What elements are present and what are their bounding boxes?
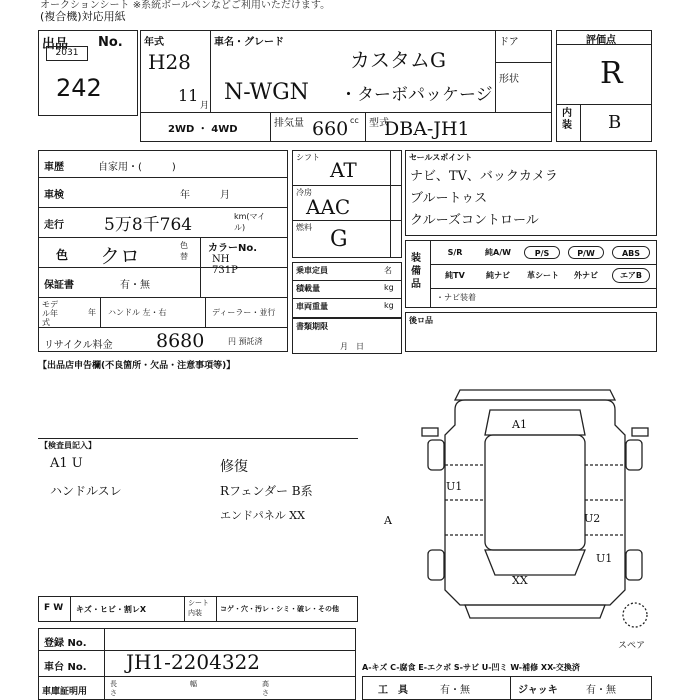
car-left-doors <box>445 465 485 535</box>
mark-front: A1 <box>512 418 527 431</box>
warranty-value: 有・無 <box>120 280 150 291</box>
shift-value: AT <box>330 158 357 182</box>
recycle-unit: 円 預託済 <box>228 337 263 346</box>
equip-alloy: 純A/W <box>485 248 511 257</box>
interior-label: 内装 <box>562 108 572 131</box>
color-change-label: 色替 <box>180 241 188 261</box>
year-era: H28 <box>148 50 191 74</box>
load-label: 積載量 <box>296 284 320 293</box>
equip-pw: P/W <box>568 246 604 259</box>
damage-legend: A-キズ C-腐食 E-エクボ S-サビ U-凹ミ W-補修 XX-交換済 <box>362 663 580 672</box>
displacement-label: 排気量 <box>274 118 304 129</box>
dealer-label: ディーラー・並行 <box>212 308 276 317</box>
aircon-value: AAC <box>306 195 351 219</box>
grade-name: カスタムG <box>350 48 446 72</box>
inspector-label: 【検査員記入】 <box>40 441 96 450</box>
subtitle: (複合機)対応用紙 <box>40 10 126 23</box>
mileage-value: 5万8千764 <box>104 215 193 235</box>
doc-unit: 月 日 <box>340 342 364 351</box>
seller-notes-label: 【出品店申告欄(不良箇所・欠品・注意事項等)】 <box>38 361 236 371</box>
wheel-rear-left <box>428 550 444 580</box>
sales-label: セールスポイント <box>409 153 473 162</box>
mark-side-a: A <box>384 514 392 527</box>
drive-label: 2WD ・ 4WD <box>168 124 238 135</box>
mark-rear: XX <box>512 574 528 587</box>
wheel-rear-right <box>626 550 642 580</box>
color-value: クロ <box>100 244 140 268</box>
fuel-label: 燃料 <box>296 223 312 232</box>
fw-text: キズ・ヒビ・割レX <box>76 605 147 614</box>
garage-label: 車庫証明用 <box>42 687 88 697</box>
jack-value: 有・無 <box>586 685 616 696</box>
month-unit: 月 <box>200 101 210 111</box>
name-label: 車名・グレード <box>214 37 284 48</box>
navi-label: ・ナビ装着 <box>436 293 476 302</box>
rear-bumper <box>465 605 605 618</box>
inspector-block <box>38 438 358 594</box>
model-year-label: モデル年式 <box>42 300 58 327</box>
aircon-label: 冷房 <box>296 188 312 197</box>
equip-navi: 純ナビ <box>486 271 510 280</box>
reg-label: 登録 No. <box>44 638 87 649</box>
spare-tire <box>623 603 647 627</box>
car-rear-glass <box>485 550 585 575</box>
garage-length: 長さ <box>110 680 117 697</box>
color-no-value: NH 731P <box>212 254 238 276</box>
recycle-label: リサイクル料金 <box>44 340 113 351</box>
tool-value: 有・無 <box>440 685 470 696</box>
score-value: R <box>600 56 623 91</box>
mark-left: U1 <box>446 480 463 493</box>
inspector-note-2: ハンドルスレ <box>50 484 122 498</box>
chassis-label: 車台 No. <box>44 662 87 673</box>
model-name: N-WGN <box>224 80 309 105</box>
displacement-value: 660 <box>312 118 349 140</box>
mileage-unit: km(マイル) <box>234 212 266 232</box>
model-year-unit: 年 <box>88 308 96 317</box>
seat-text: コゲ・穴・汚レ・シミ・破レ・その他 <box>220 605 339 613</box>
inspector-note-1: A1 U <box>50 456 83 471</box>
year-month: 11 <box>178 86 199 105</box>
handle-label: ハンドル 左・右 <box>108 308 167 317</box>
garage-height: 高さ <box>262 680 269 697</box>
equipment-label: 装備品 <box>411 253 421 290</box>
weight-unit: kg <box>384 301 394 310</box>
spare-label: スペア <box>618 641 646 651</box>
capacity-label: 乗車定員 <box>296 266 328 275</box>
back-items-label: 後ロ品 <box>409 316 433 325</box>
equip-tv: 純TV <box>445 271 465 280</box>
fw-label: F W <box>44 603 64 613</box>
equip-airbag: エアB <box>612 268 650 283</box>
shift-label: シフト <box>296 153 320 162</box>
mark-rear-right: U1 <box>596 552 613 565</box>
inspector-note-5: エンドパネル XX <box>220 509 305 522</box>
garage-width: 幅 <box>190 680 197 688</box>
header-cut-text: オークションシート ※系統ボールペンなどご利用いただけます。 <box>40 0 331 11</box>
doc-label: 書類期限 <box>296 322 328 331</box>
car-roof <box>485 435 585 550</box>
equip-ext-navi: 外ナビ <box>574 271 598 280</box>
lot-no-label: No. <box>98 35 123 50</box>
car-body-outline <box>445 400 625 605</box>
recycle-value: 8680 <box>156 330 205 352</box>
mirror-right <box>632 428 648 436</box>
inspector-note-3: 修復 <box>220 459 248 475</box>
shaken-value: 年 月 <box>180 190 230 201</box>
fuel-value: G <box>330 227 348 252</box>
sales-line3: クルーズコントロール <box>410 213 539 228</box>
rekisha-value: 自家用・( ) <box>98 162 176 173</box>
lot-stamp: 2031 <box>46 46 88 61</box>
car-diagram <box>410 380 660 640</box>
type-label: 型式 <box>369 118 389 129</box>
lot-number: 242 <box>56 74 102 102</box>
mileage-label: 走行 <box>44 220 64 231</box>
warranty-label: 保証書 <box>44 280 74 291</box>
wheel-front-left <box>428 440 444 470</box>
equip-abs: ABS <box>612 246 650 259</box>
load-unit: kg <box>384 283 394 292</box>
interior-value: B <box>608 112 622 133</box>
shaken-label: 車検 <box>44 190 64 201</box>
shape-label: 形状 <box>499 74 519 85</box>
lot-out-label: 出品 <box>42 37 69 52</box>
color-label: 色 <box>56 248 69 262</box>
sales-line2: ブルートゥス <box>410 191 488 206</box>
capacity-unit: 名 <box>384 266 392 275</box>
seat-label: シート内装 <box>188 599 209 617</box>
back-items-block <box>405 312 657 352</box>
front-bumper <box>455 390 615 400</box>
car-windshield <box>485 410 585 435</box>
wheel-front-right <box>626 440 642 470</box>
year-label: 年式 <box>144 37 164 48</box>
chassis-value: JH1-2204322 <box>126 650 261 674</box>
cc-unit: cc <box>350 116 359 125</box>
rekisha-label: 車歴 <box>44 162 64 173</box>
type-value: DBA-JH1 <box>384 118 470 140</box>
sales-line1: ナビ、TV、バックカメラ <box>410 169 558 184</box>
weight-label: 車両重量 <box>296 302 328 311</box>
package-name: ・ターボパッケージ <box>340 85 493 105</box>
doors-label: ドア <box>499 37 519 48</box>
inspector-note-4: Rフェンダー B系 <box>220 484 313 498</box>
jack-label: ジャッキ <box>518 685 558 696</box>
color-no-label: カラーNo. <box>208 243 258 254</box>
equip-ps: P/S <box>524 246 560 259</box>
equip-leather: 革シート <box>527 271 559 280</box>
score-label: 評価点 <box>586 35 616 46</box>
equip-sr: S/R <box>447 248 463 257</box>
mirror-left <box>422 428 438 436</box>
mark-right: U2 <box>584 512 601 525</box>
tool-label: 工 具 <box>378 685 408 696</box>
